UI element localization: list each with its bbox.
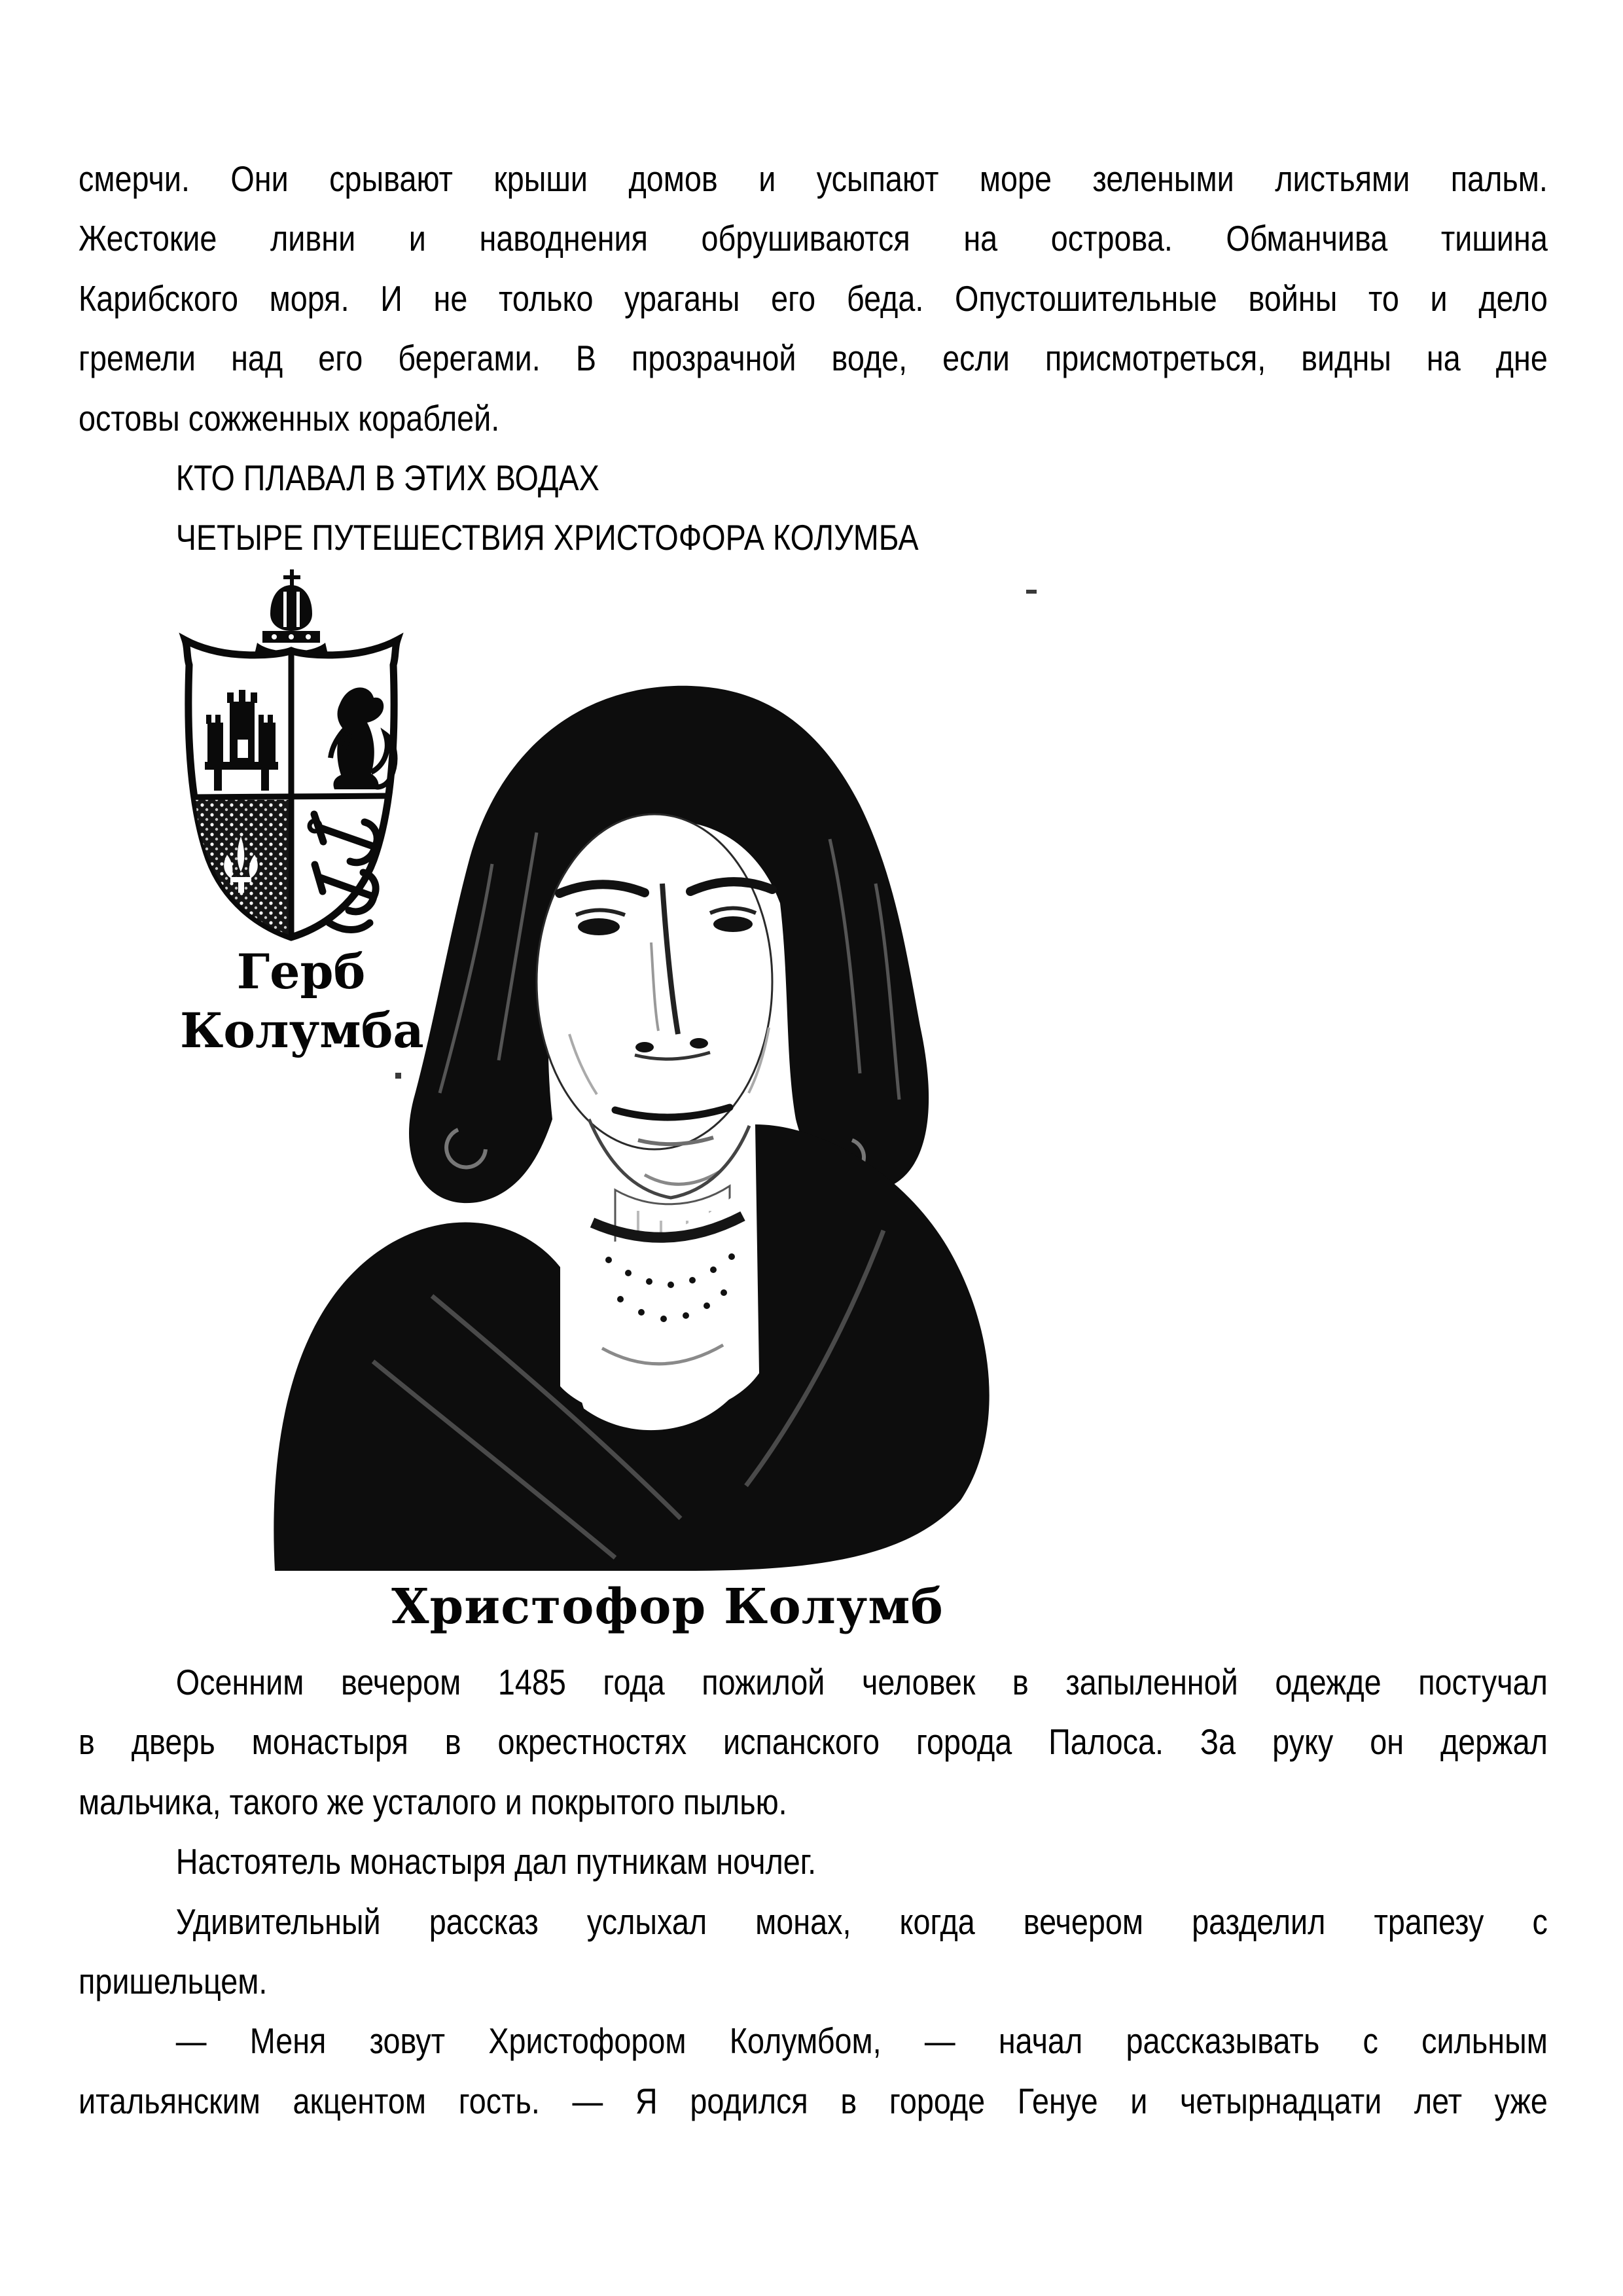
- text-line: — Меня зовут Христофором Колумбом, — начал рассказывать с сильным: [175, 2020, 1548, 2062]
- portrait-image: [262, 668, 1021, 1571]
- text-line: пришельцем.: [79, 1960, 268, 2001]
- text-line: остовы сожженных кораблей.: [79, 397, 500, 439]
- portrait-face: [537, 814, 772, 1198]
- text-line: в дверь монастыря в окрестностях испанского города Палоса. За руку он держал: [79, 1721, 1548, 1763]
- text-line: мальчика, такого же усталого и покрытого пылью.: [79, 1781, 787, 1822]
- coat-label-line: Герб: [236, 944, 366, 1000]
- text-line: Жестокие ливни и наводнения обрушиваются на острова. Обманчива тишина: [79, 218, 1548, 259]
- portrait-caption: Христофор Колумб: [391, 1579, 944, 1635]
- scan-speck: [395, 1073, 401, 1079]
- text-line: Удивительный рассказ услыхал монах, когда вечером разделил трапезу с: [175, 1901, 1548, 1942]
- text-line: смерчи. Они срывают крыши домов и усыпают море зелеными листьями пальм.: [79, 158, 1548, 199]
- text-line: Настоятель монастыря дал путникам ночлег.: [175, 1841, 817, 1882]
- coat-label-line: Колумба: [180, 1003, 424, 1059]
- text-line: гремели над его берегами. В прозрачной воде, если присмотреться, видны на дне: [79, 338, 1548, 379]
- story-paragraphs: [79, 1653, 1548, 2131]
- scan-speck: [1026, 590, 1037, 594]
- text-line: Осенним вечером 1485 года пожилой человек в запыленной одежде постучал: [175, 1662, 1548, 1702]
- section-heading: ЧЕТЫРЕ ПУТЕШЕСТВИЯ ХРИСТОФОРА КОЛУМБА: [175, 517, 919, 558]
- text-line: итальянским акцентом гость. — Я родился в городе Генуе и четырнадцати лет уже: [79, 2080, 1548, 2121]
- intro-paragraph: [79, 149, 1548, 568]
- section-heading: КТО ПЛАВАЛ В ЭТИХ ВОДАХ: [175, 457, 599, 498]
- text-line: Карибского моря. И не только ураганы его беда. Опустошительные войны то и дело: [79, 278, 1548, 319]
